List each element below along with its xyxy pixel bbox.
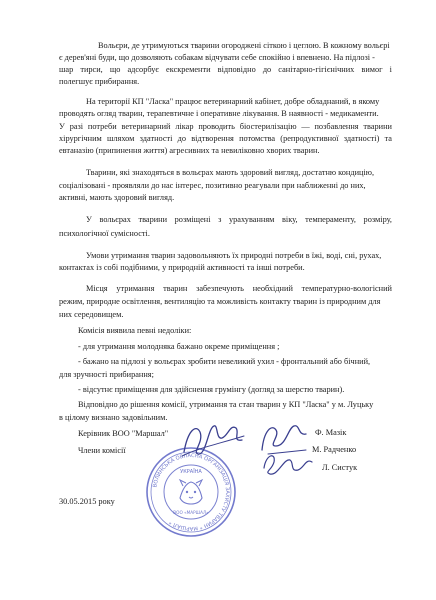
- signature-name-mazik: Ф. Мазік: [315, 428, 347, 437]
- text-line: евтаназію (припинення життя) агресивних та невиліковно хворих тварин.: [59, 146, 320, 155]
- text-line: Відповідно до рішення комісії, утримання та стан тварин у КП "Ласка" у м. Луцьку: [78, 400, 374, 409]
- text-line: активні, мають здоровий вигляд.: [59, 193, 175, 202]
- text-line: Комісія виявила певні недоліки:: [78, 326, 192, 335]
- text-line: в цілому визнано задовільним.: [59, 413, 168, 422]
- text-line: них середовищем.: [59, 310, 124, 319]
- text-line: Тварини, які знаходяться в вольєрах мають здоровий вигляд, достатню кондицію,: [86, 168, 375, 177]
- text-line: На території КП "Ласка" працює ветеринарний кабінет, добре обладнаний, в якому: [86, 97, 380, 106]
- text-line: Місця утримання тварин забезпечують необхідний температурно-вологісний: [86, 284, 392, 293]
- text-line: Умови утримання тварин задовольняють їх природні потреби в їжі, воді, сні, рухах,: [86, 251, 382, 260]
- text-line: соціалізовані - проявляли до нас інтерес, позитивно реагували при наближенні до них,: [59, 181, 366, 190]
- text-line: режим, природне освітлення, вентиляцію та можливість контакту тварин із природним для: [59, 297, 381, 306]
- text-line: полегшує прибирання.: [59, 77, 140, 86]
- signature-scribble-head: [178, 418, 248, 462]
- document-date: 30.05.2015 року: [59, 497, 115, 506]
- signature-name-systuk: Л. Систук: [322, 463, 358, 472]
- text-line: - для утримання молодняка бажано окреме приміщення ;: [78, 342, 280, 351]
- text-line: Вольєри, де утримуються тварини огороджені сіткою і цеглою. В кожному вольєрі: [98, 41, 390, 50]
- text-line: для зручності прибирання;: [59, 370, 154, 379]
- signature-scribble-systuk: [258, 446, 318, 480]
- text-line: є дерев'яні буди, що дозволяють собакам відчувати себе спокійно і впевнено. На підлозі -: [59, 53, 375, 62]
- text-line: проводять огляд тварин, терапевтичне і оперативне лікування. В наявності - медикаменти.: [59, 109, 379, 118]
- text-line: - відсутнє приміщення для здійснення грумінгу (догляд за шерстю тварин).: [78, 385, 345, 394]
- svg-text:УКРАЇНА: УКРАЇНА: [180, 469, 202, 475]
- signature-members-label: Члени комісії: [78, 446, 126, 455]
- text-line: контактах із собі подібними, у природній активності та інші потреби.: [59, 263, 305, 272]
- text-line: У разі потреби ветеринарний лікар проводить біостерилізацію — позбавлення тварини: [59, 122, 392, 131]
- text-line: шар тирси, що адсорбує екскременти відповідно до санітарно-гігієнічних вимог і: [59, 65, 392, 74]
- text-line: психологічної сумісності.: [59, 229, 150, 238]
- text-line: хірургічним шляхом здатності до відтворення потомства (репродуктивної здатності) та: [59, 134, 392, 143]
- svg-text:ВОО «МАРШАЛ»: ВОО «МАРШАЛ»: [173, 510, 209, 515]
- text-line: - бажано на підлозі у вольєрах зробити невеликий ухил - фронтальний або бічний,: [78, 357, 371, 366]
- signature-name-radchenko: М. Радченко: [312, 445, 357, 454]
- svg-text:ВОЛИНСЬКА ОБЛАСНА ОРГАНІЗАЦІЯ: ВОЛИНСЬКА ОБЛАСНА ОРГАНІЗАЦІЯ ЗАХИСТУ ТВАРИН * МАРШАЛ *: [152, 452, 231, 532]
- signature-head-label: Керівник ВОО "Маршал": [78, 429, 169, 438]
- text-line: У вольєрах тварини розміщені з урахуванням віку, темпераменту, розміру,: [86, 215, 392, 224]
